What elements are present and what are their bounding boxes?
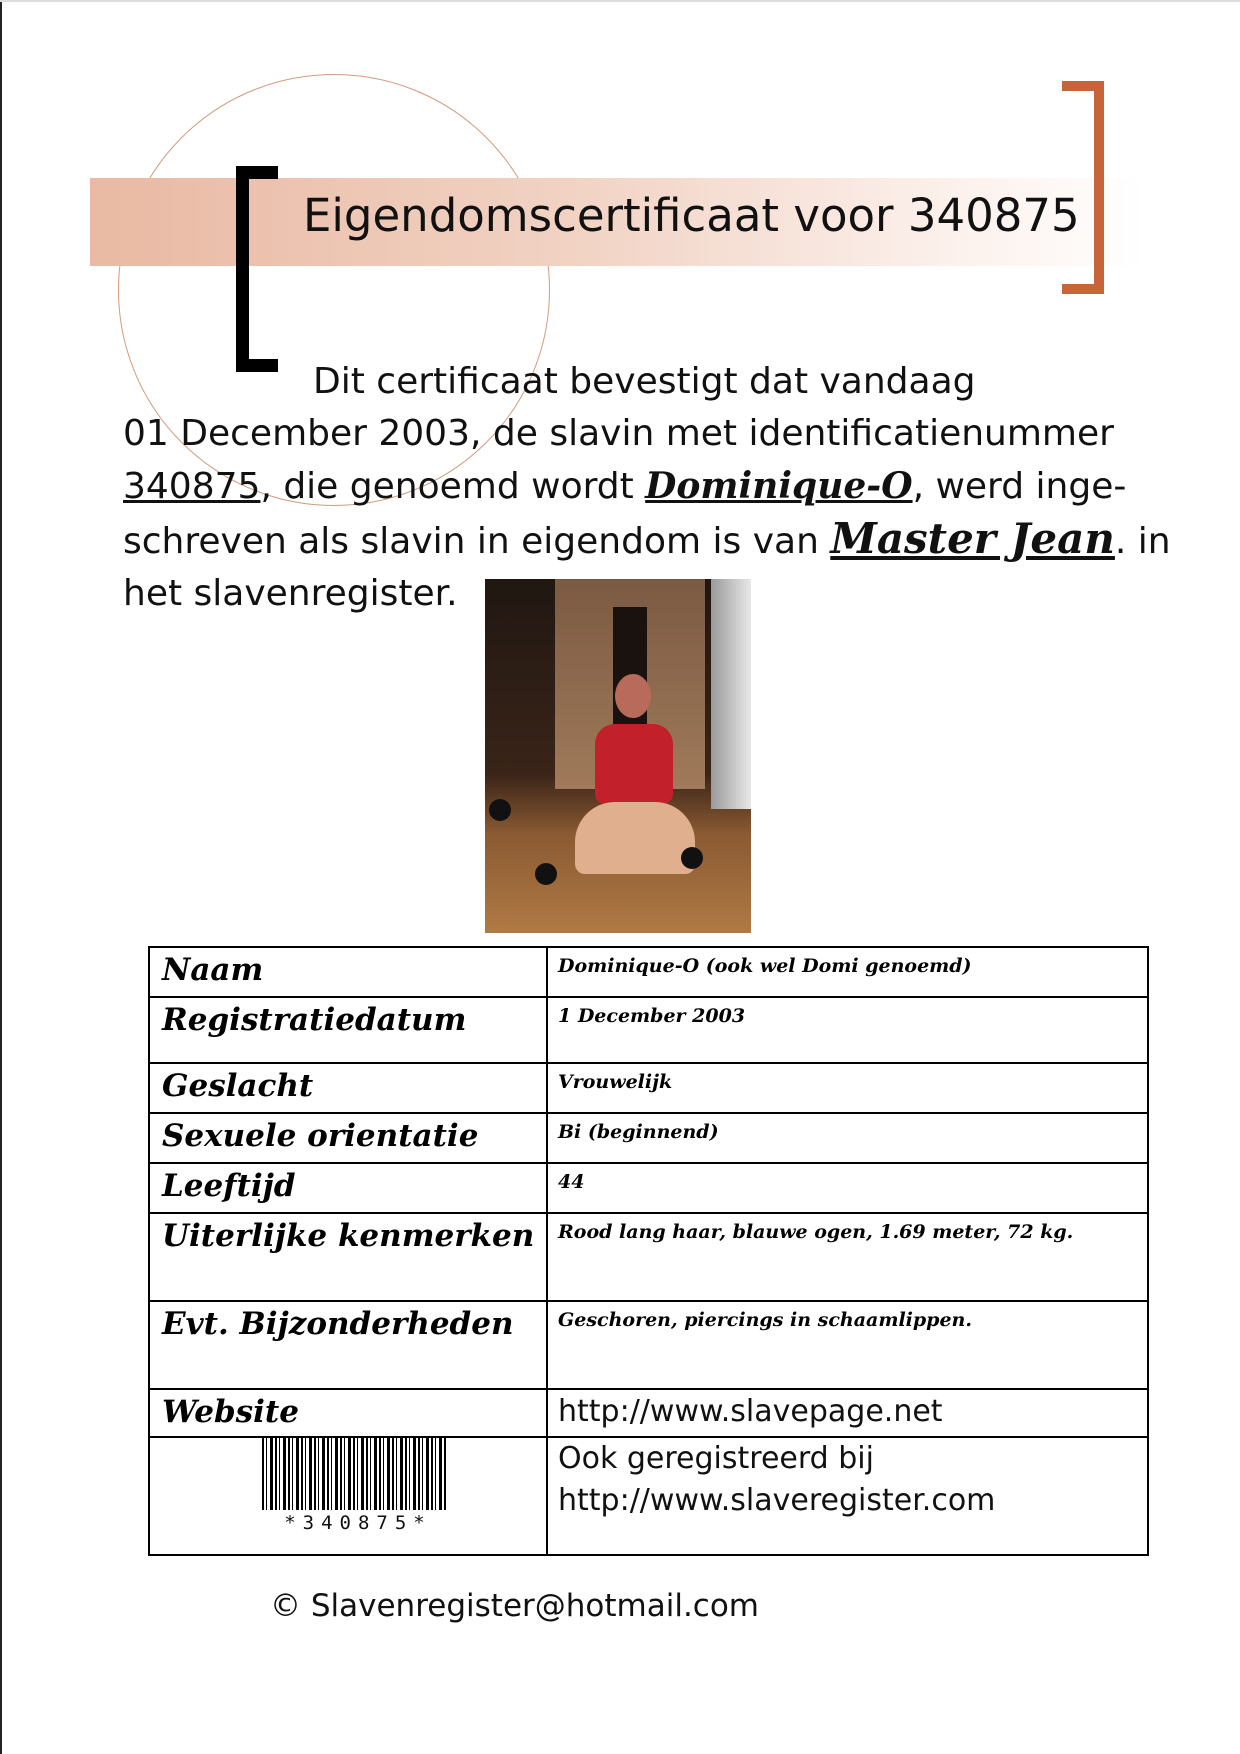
photo-figure [575, 664, 695, 884]
owner-name: Master Jean [830, 514, 1115, 563]
barcode-number: *340875* [284, 1512, 432, 1534]
table-row-bijzonderheden [149, 1301, 1148, 1389]
field-value: Vrouwelijk [558, 1071, 673, 1093]
photo-figure-legs [575, 802, 695, 874]
table-row-registratiedatum [149, 997, 1148, 1063]
statement-line-3 [123, 460, 1133, 513]
field-value: 44 [558, 1171, 585, 1193]
registration-table [148, 946, 1149, 1556]
statement-line-1: Dit certificaat bevestigt dat vandaag [313, 361, 976, 402]
footer-copyright: © Slavenregister@hotmail.com [270, 1588, 760, 1624]
photo-candle [535, 863, 557, 885]
table-row-uiterlijke-kenmerken [149, 1213, 1148, 1301]
barcode-container [162, 1438, 546, 1550]
table-row-geslacht [149, 1063, 1148, 1113]
subject-photo [485, 579, 751, 933]
field-label: Naam [162, 952, 264, 988]
slave-id: 340875 [123, 466, 261, 507]
page-border-top [0, 0, 1240, 2]
field-value: 1 December 2003 [558, 1005, 746, 1027]
table-row-leeftijd [149, 1163, 1148, 1213]
field-label: Registratiedatum [162, 1002, 467, 1038]
table-row-naam [149, 947, 1148, 997]
statement-line-3-mid: , die genoemd wordt [260, 466, 646, 507]
field-value: Geschoren, piercings in schaamlippen. [558, 1309, 972, 1331]
statement-line-4-end: . in [1114, 521, 1171, 562]
also-registered-label: Ook geregistreerd bij [558, 1441, 874, 1476]
table-row-barcode [149, 1437, 1148, 1555]
statement-line-4 [123, 513, 1171, 568]
field-label: Geslacht [162, 1068, 314, 1104]
left-bracket-decoration [236, 166, 278, 372]
statement-line-5: het slavenregister. [123, 573, 458, 614]
photo-figure-head [615, 674, 651, 718]
field-label: Leeftijd [162, 1168, 296, 1204]
field-label: Evt. Bijzonderheden [162, 1306, 514, 1342]
slave-name: Dominique-O [645, 465, 913, 507]
statement-line-3-end: , werd inge- [912, 466, 1127, 507]
field-label: Website [162, 1394, 299, 1430]
field-value: Rood lang haar, blauwe ogen, 1.69 meter, 72 kg. [558, 1221, 1074, 1243]
slaveregister-link[interactable]: http://www.slaveregister.com [558, 1483, 996, 1518]
page-border-left [0, 0, 2, 1754]
statement-line-2: 01 December 2003, de slavin met identificatienummer [123, 413, 1114, 454]
photo-figure-torso [595, 724, 673, 804]
field-label: Sexuele orientatie [162, 1118, 479, 1154]
certificate-title: Eigendomscertificaat voor 340875 [303, 189, 1080, 242]
photo-candle [681, 847, 703, 869]
table-row-website [149, 1389, 1148, 1437]
field-value: Dominique-O (ook wel Domi genoemd) [558, 955, 972, 977]
website-link[interactable]: http://www.slavepage.net [558, 1394, 943, 1429]
barcode [262, 1438, 447, 1510]
field-label: Uiterlijke kenmerken [162, 1218, 535, 1254]
field-value: Bi (beginnend) [558, 1121, 719, 1143]
table-row-sexuele-orientatie [149, 1113, 1148, 1163]
statement-line-4-start: schreven als slavin in eigendom is van [123, 521, 831, 562]
photo-curtain [711, 579, 751, 809]
photo-candle [489, 799, 511, 821]
